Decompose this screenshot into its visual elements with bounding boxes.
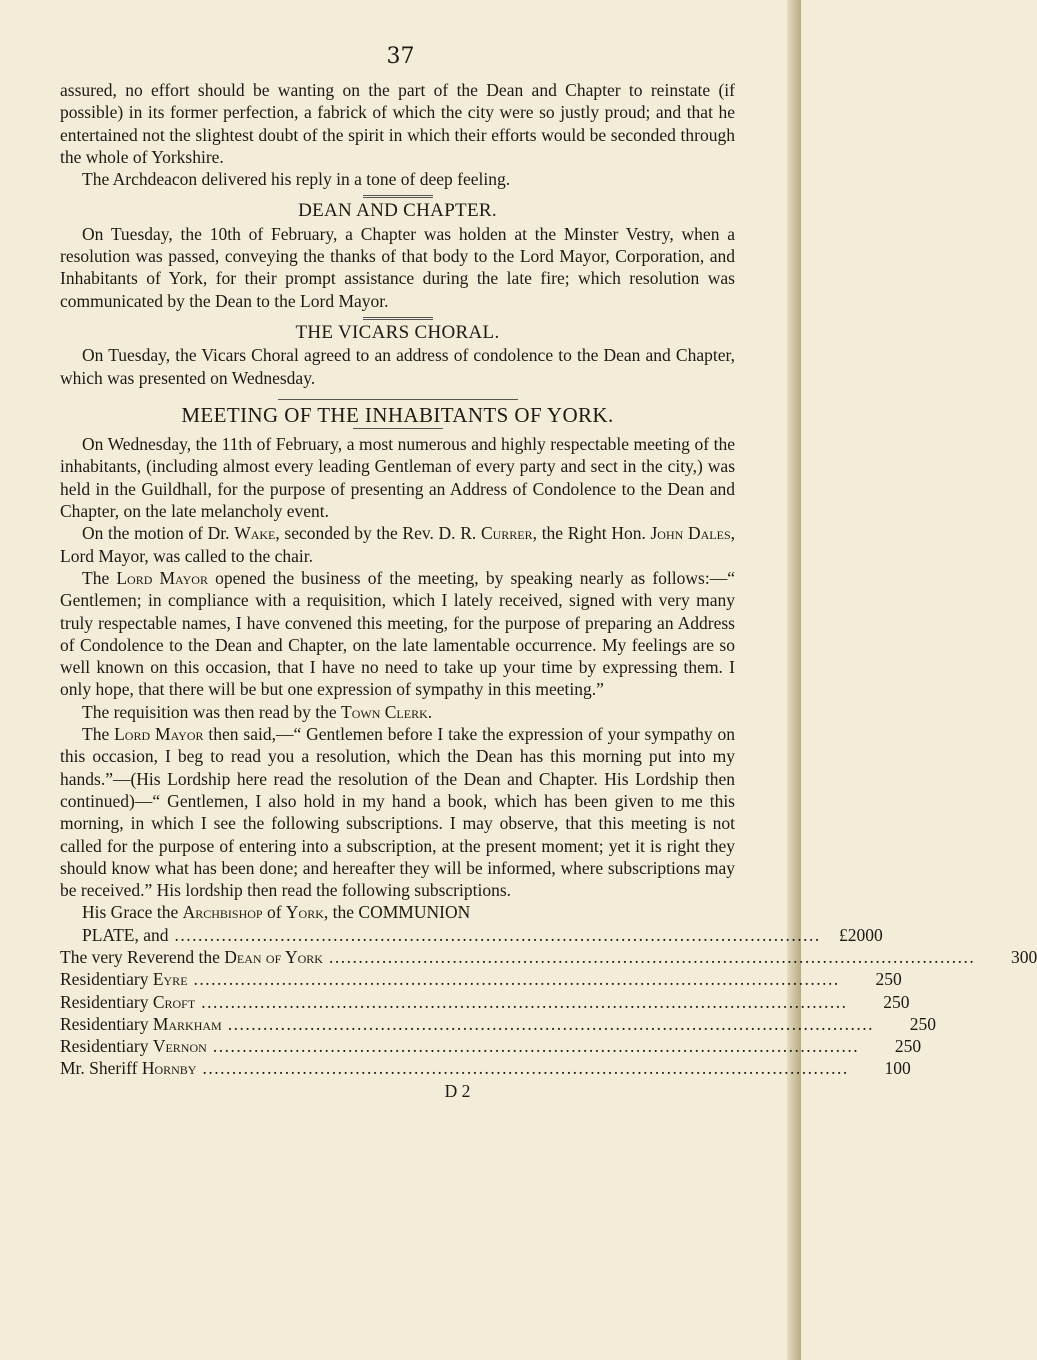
section-divider (278, 399, 518, 400)
subscription-row: Residentiary Eyre .............................................................................................................. 250 (60, 969, 902, 990)
subscription-list (60, 901, 1037, 1079)
subscription-row: Residentiary Croft .............................................................................................................. 250 (60, 991, 910, 1012)
intro-paragraph-1: assured, no effort should be wanting on the part of the Dean and Chapter to reinstate (if possible) in its former perfection, a fabrick of which the city were so justly proud; and that he entertained not the slightest doubt of the spirit in which their efforts would be seconded through the whole of Yorkshire. (60, 80, 735, 167)
subscription-row: PLATE, and .............................................................................................................. £2000 (82, 924, 883, 945)
meeting-paragraph-4: The requisition was then read by the Town Clerk. (82, 701, 433, 722)
section-divider (353, 428, 443, 429)
section-heading-meeting: MEETING OF THE INHABITANTS OF YORK. (181, 402, 614, 427)
meeting-paragraph-2: On the motion of Dr. Wake, seconded by the Rev. D. R. Currer, the Right Hon. John Dales, Lord Mayor, was called to the chair. (60, 523, 735, 566)
dean-chapter-paragraph: On Tuesday, the 10th of February, a Chapter was holden at the Minster Vestry, when a resolution was passed, conveying the thanks of that body to the Lord Mayor, Corporation, and Inhabitants of York, for their prompt assistance during the late fire; which resolution was communicated by the Dean to the Lord Mayor. (60, 223, 735, 311)
intro-paragraph-2: The Archdeacon delivered his reply in a tone of deep feeling. (82, 169, 511, 190)
section-heading-vicars-choral: THE VICARS CHORAL. (295, 321, 500, 343)
subscription-row: Mr. Sheriff Hornby .............................................................................................................. 100 (60, 1058, 911, 1079)
section-heading-dean-and-chapter: DEAN AND CHAPTER. (298, 200, 497, 222)
subscription-row: Residentiary Vernon .............................................................................................................. 250 (60, 1036, 922, 1057)
page-number: 37 (386, 44, 415, 69)
page-body (60, 79, 1037, 1102)
meeting-paragraph-1: On Wednesday, the 11th of February, a most numerous and highly respectable meeting of the inhabitants, (including almost every leading Gentleman of every party and sect in the city,) was held in the Guildhall, for the purpose of presenting an Address of Condolence to the Dean and Chapter, on the late melancholy event. (60, 434, 735, 522)
subscription-row: The very Reverend the Dean of York .............................................................................................................. 300 (60, 946, 1037, 967)
subscription-row: Residentiary Markham .............................................................................................................. 250 (60, 1013, 936, 1034)
vicars-choral-paragraph: On Tuesday, the Vicars Choral agreed to an address of condolence to the Dean and Chapter, which was presented on Wednesday. (60, 345, 735, 388)
meeting-paragraph-5: The Lord Mayor then said,—“ Gentlemen before I take the expression of your sympathy on this occasion, I beg to read you a resolution, which the Dean has this morning put into my hands.”—(His Lordship here read the resolution of the Dean and Chapter. His Lordship then continued)—“ Gentlemen, I also hold in my hand a book, which has been given to me this morning, in which I see the following subscriptions. I may observe, that this meeting is not called for the purpose of entering into a subscription, at the present moment; yet it is right they should know what has been done; and hereafter they will be informed, where subscriptions may be received.” His lordship then read the following subscriptions. (60, 724, 735, 901)
signature-mark: D 2 (444, 1080, 471, 1101)
meeting-paragraph-3: The Lord Mayor opened the business of the meeting, by speaking nearly as follows:—“ Gentlemen; in compliance with a requisition, which I lately received, signed with very many truly respectable names, I have convened this meeting, for the purpose of preparing an Address of Condolence to the Dean and Chapter, on the late lamentable occurrence. My feelings are so well known on this occasion, that I have no need to take up your time by expressing them. I only hope, that there will be but one expression of sympathy in this meeting.” (60, 567, 735, 700)
page-edge (787, 0, 801, 1360)
subscription-first-line: His Grace the Archbishop of York, the COMMUNION (82, 902, 471, 923)
